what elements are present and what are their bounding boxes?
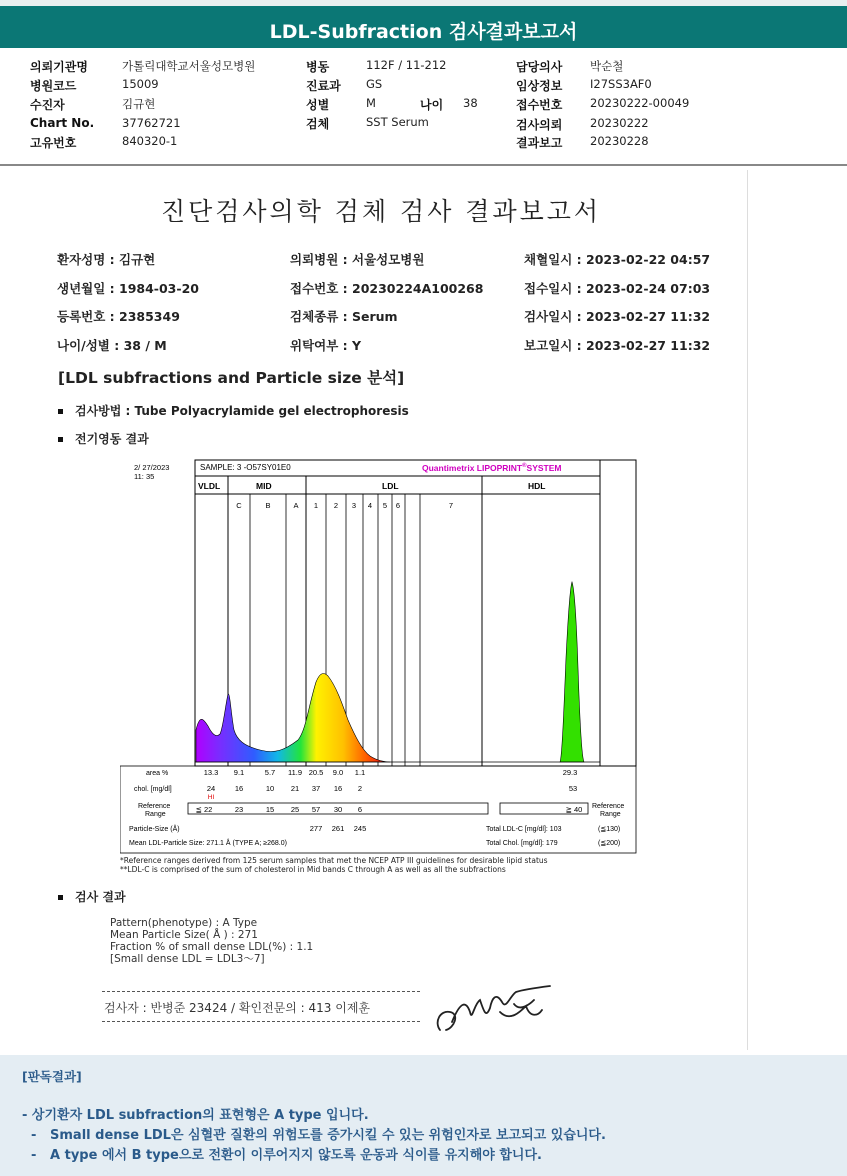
band-label-6: 6 <box>395 501 401 510</box>
ref-value-3: 6 <box>357 805 363 814</box>
total-ldl-range: (≦130) <box>598 826 621 833</box>
note-2: **LDL-C is comprised of the sum of cholesterol in Mid bands C through A as well as all the subfractions <box>120 865 506 874</box>
test-method: 검사방법 : Tube Polyacrylamide gel electrophoresis <box>75 404 409 418</box>
area-value-1: 20.5 <box>308 768 324 777</box>
received-datetime: 접수일시 : 2023-02-24 07:03 <box>524 281 711 296</box>
age-sex: 나이/성별 : 38 / M <box>57 338 167 353</box>
chart-notes <box>120 856 548 874</box>
value-receipt-no: 20230222-00049 <box>590 96 690 110</box>
group-vldl: VLDL <box>198 481 221 491</box>
result-mean-size: Mean Particle Size( Å ) : 271 <box>110 929 258 941</box>
value-age: 38 <box>463 96 478 110</box>
specimen-type: 검체종류 : Serum <box>290 309 398 324</box>
result-lines <box>110 917 313 965</box>
row-label-area: area % <box>146 770 169 777</box>
ref-value-c: 23 <box>234 805 244 814</box>
label-patient: 수진자 <box>30 98 65 112</box>
label-chart-no: Chart No. <box>30 116 95 130</box>
ref-value-b: 15 <box>265 805 275 814</box>
label-clinical-info: 임상정보 <box>516 79 563 93</box>
label-hospital-code: 병원코드 <box>30 79 77 93</box>
test-datetime: 검사일시 : 2023-02-27 11:32 <box>524 309 711 324</box>
lipoprint-chart <box>120 458 638 854</box>
label-unique-no: 고유번호 <box>30 136 77 150</box>
group-mid: MID <box>256 481 272 491</box>
label-sex: 성별 <box>306 98 330 112</box>
brand-registered: ® <box>522 463 527 469</box>
verdict-panel <box>0 1055 847 1176</box>
label-age: 나이 <box>420 98 444 112</box>
chol-value-b: 10 <box>265 784 275 793</box>
consignment: 위탁여부 : Y <box>290 338 362 353</box>
result-small-dense-def: [Small dense LDL = LDL3～7] <box>110 953 265 965</box>
report-datetime: 보고일시 : 2023-02-27 11:32 <box>524 338 711 353</box>
value-department: GS <box>366 77 383 91</box>
band-label-4: 4 <box>367 501 373 510</box>
chol-value-1: 37 <box>311 784 321 793</box>
value-hospital-code: 15009 <box>122 77 159 91</box>
label-department: 진료과 <box>306 79 341 93</box>
electrophoresis-title: 전기영동 결과 <box>75 432 149 446</box>
verdict-line-2: - Small dense LDL은 심혈관 질환의 위험도를 증가시킬 수 있는 위험인자로 보고되고 있습니다. <box>22 1128 606 1143</box>
note-1: *Reference ranges derived from 125 serum samples that met the NCEP ATP III guidelines for desirable lipid status <box>120 856 548 865</box>
size-value-1: 277 <box>309 824 323 833</box>
result-small-dense-fraction: Fraction % of small dense LDL(%) : 1.1 <box>110 941 314 953</box>
value-request-date: 20230222 <box>590 116 649 130</box>
ref-value-a: 25 <box>290 805 300 814</box>
chol-flag: HI <box>207 794 215 801</box>
birth-date: 생년월일 : 1984-03-20 <box>57 281 199 296</box>
section-title: [LDL subfractions and Particle size 분석] <box>58 369 405 387</box>
value-sex: M <box>366 96 376 110</box>
total-chol-range: (≦200) <box>598 840 621 847</box>
chart-date: 2/ 27/2023 <box>134 463 170 472</box>
verdict-line-1: - 상기환자 LDL subfraction의 표현형은 A type 입니다. <box>22 1108 369 1123</box>
band-label-7: 7 <box>448 501 454 510</box>
ref-value-hdl: ≧ 40 <box>565 805 583 814</box>
area-value-hdl: 29.3 <box>562 768 578 777</box>
band-label-1: 1 <box>313 501 319 510</box>
row-label-particle-size: Particle-Size (Å) <box>129 826 180 833</box>
bullet-icon <box>58 895 63 900</box>
area-value-a: 11.9 <box>287 768 303 777</box>
value-report-date: 20230228 <box>590 134 649 148</box>
area-value-3: 1.1 <box>354 768 366 777</box>
value-doctor: 박순철 <box>590 59 624 73</box>
area-value-2: 9.0 <box>332 768 344 777</box>
brand-name: Quantimetrix LIPOPRINT <box>422 463 523 473</box>
row-label-reference: Reference <box>138 803 171 810</box>
label-request-date: 검사의뢰 <box>516 118 563 132</box>
band-label-2: 2 <box>333 501 339 510</box>
label-doctor: 담당의사 <box>516 60 563 74</box>
chart-time: 11: 35 <box>134 472 155 481</box>
ref-value-vldl: ≦ 22 <box>195 805 213 814</box>
signature-line: 검사자 : 반병준 23424 / 확인전문의 : 413 이제훈 <box>104 1001 371 1015</box>
label-ward: 병동 <box>306 60 330 74</box>
area-value-b: 5.7 <box>264 768 276 777</box>
band-label-c: C <box>236 501 242 510</box>
value-patient: 김규현 <box>122 97 156 111</box>
row-label-range: Range <box>145 811 166 818</box>
size-value-2: 261 <box>331 824 345 833</box>
value-clinical-info: I27SS3AF0 <box>590 77 652 91</box>
label-receipt-no: 접수번호 <box>516 98 563 112</box>
group-ldl: LDL <box>382 481 399 491</box>
chol-value-a: 21 <box>290 784 300 793</box>
verdict-title: [판독결과] <box>22 1069 82 1084</box>
value-ward: 112F / 11-212 <box>366 58 447 72</box>
size-values <box>310 824 367 833</box>
chol-value-vldl: 24 <box>206 784 216 793</box>
registration-number: 등록번호 : 2385349 <box>57 309 180 324</box>
accession-number: 접수번호 : 20230224A100268 <box>290 281 484 296</box>
referring-hospital: 의뢰병원 : 서울성모병원 <box>290 252 425 267</box>
size-value-3: 245 <box>353 824 367 833</box>
value-unique-no: 840320-1 <box>122 134 178 148</box>
patient-name: 환자성명 : 김규현 <box>57 252 156 267</box>
band-label-a: A <box>293 501 299 510</box>
bullet-icon <box>58 409 63 414</box>
handwritten-signature-icon <box>430 982 560 1042</box>
report-title: 진단검사의학 검체 검사 결과보고서 <box>160 197 602 226</box>
label-report-date: 결과보고 <box>516 136 563 150</box>
row-label-chol: chol. [mg/dl] <box>134 786 172 793</box>
method-bullet <box>58 402 409 419</box>
value-specimen: SST Serum <box>366 115 429 129</box>
group-hdl: HDL <box>528 481 546 491</box>
band-label-b: B <box>265 501 271 510</box>
divider <box>102 1021 420 1022</box>
ref-value-2: 30 <box>333 805 343 814</box>
result-bullet <box>58 888 126 905</box>
label-institution: 의뢰기관명 <box>30 60 88 74</box>
value-chart-no: 37762721 <box>122 116 181 130</box>
chol-value-3: 2 <box>357 784 363 793</box>
chart-brand <box>422 462 562 473</box>
area-value-vldl: 13.3 <box>203 768 219 777</box>
ref-value-1: 57 <box>311 805 321 814</box>
result-pattern: Pattern(phenotype) : A Type <box>110 917 258 929</box>
total-chol: Total Chol. [mg/dl]: 179 <box>486 840 558 847</box>
ref-right-label: Reference <box>592 803 625 810</box>
brand-suffix: SYSTEM <box>526 463 562 473</box>
result-title: 검사 결과 <box>75 890 126 904</box>
bullet-icon <box>58 437 63 442</box>
collection-datetime: 채혈일시 : 2023-02-22 04:57 <box>524 252 711 267</box>
lab-header-info <box>0 48 847 166</box>
total-ldl: Total LDL-C [mg/dl]: 103 <box>486 826 562 833</box>
label-specimen: 검체 <box>306 117 330 131</box>
report-header-title: LDL-Subfraction 검사결과보고서 <box>0 0 847 48</box>
band-label-3: 3 <box>351 501 357 510</box>
ref-right-range: Range <box>600 811 621 818</box>
chol-value-hdl: 53 <box>568 784 578 793</box>
chol-value-c: 16 <box>234 784 244 793</box>
band-label-5: 5 <box>382 501 388 510</box>
value-institution: 가톨릭대학교서울성모병원 <box>122 59 256 73</box>
mean-ldl-size: Mean LDL-Particle Size: 271.1 Å (TYPE A; ≥268.0) <box>129 840 287 847</box>
electro-bullet <box>58 430 149 447</box>
divider <box>102 991 420 992</box>
chart-sample: SAMPLE: 3 -O57SY01E0 <box>200 463 291 472</box>
chol-value-2: 16 <box>333 784 343 793</box>
area-value-c: 9.1 <box>233 768 245 777</box>
verdict-line-3: - A type 에서 B type으로 전환이 이루어지지 않도록 운동과 식이를 유지해야 합니다. <box>22 1148 542 1163</box>
